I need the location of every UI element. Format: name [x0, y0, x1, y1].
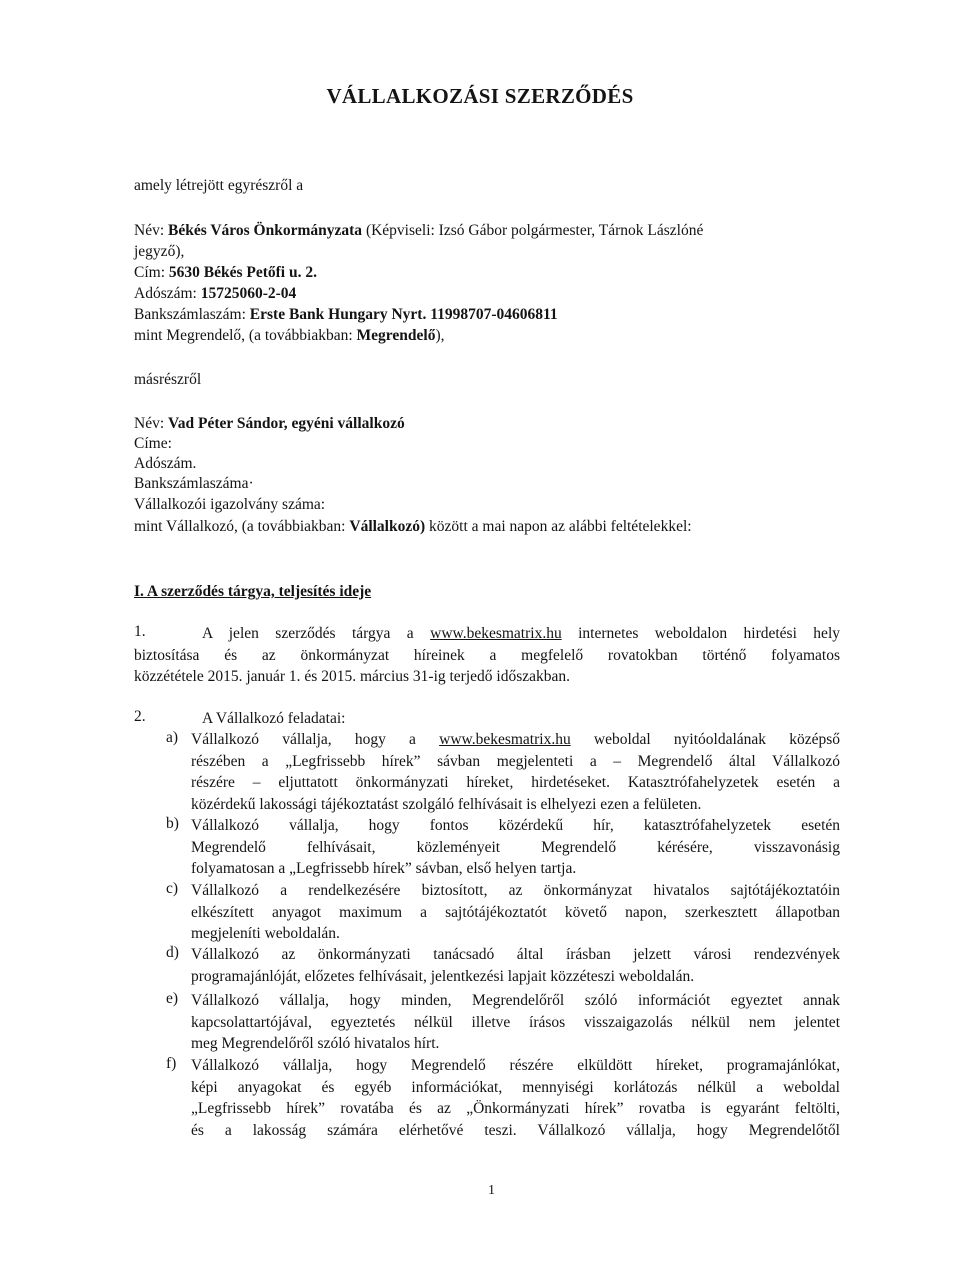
- task-body: [191, 880, 840, 945]
- party2-role-text: mint Vállalkozó, (a továbbiakban:: [134, 518, 346, 535]
- party2-role-end: között a mai napon az alábbi feltételekkel:: [429, 518, 692, 535]
- item-body-cont: [134, 645, 840, 688]
- task-line: Vállalkozó vállalja, hogy fontos közérdekű hír, katasztrófahelyzetek esetén: [191, 817, 840, 834]
- intro-text: amely létrejött egyrészről a: [134, 177, 304, 194]
- party2-address-label: Címe:: [134, 435, 172, 452]
- task-body: [191, 729, 840, 815]
- task-label: d): [166, 944, 179, 961]
- party1-bank-account: Erste Bank Hungary Nyrt. 11998707-04606811: [249, 306, 558, 323]
- party1-tax-label: Adószám:: [134, 285, 197, 302]
- party1-address: 5630 Békés Petőfi u. 2.: [168, 264, 317, 281]
- item-number: 2.: [134, 708, 146, 725]
- party2-name-label: Név:: [134, 415, 165, 432]
- website-link[interactable]: www.bekesmatrix.hu: [430, 625, 562, 642]
- task-body: [191, 1055, 840, 1141]
- task-line: Vállalkozó vállalja, hogy a www.bekesmatrix.hu weboldal nyitóoldalának középső: [191, 731, 840, 748]
- task-body: [191, 944, 840, 987]
- item-body: [202, 623, 840, 645]
- item-line: A jelen szerződés tárgya a www.bekesmatrix.hu internetes weboldalon hirdetési hely: [202, 625, 840, 642]
- section1-item-1: [134, 623, 840, 689]
- task-line: meg Megrendelőről szóló hivatalos hírt.: [191, 1035, 440, 1052]
- task-label: a): [166, 729, 179, 746]
- other-side-text: másrészről: [134, 371, 202, 388]
- party2-bank-label: Bankszámlaszáma·: [134, 475, 254, 492]
- task-line: képi anyagokat és egyéb információkat, mennyiségi korlátozás nélkül a weboldal: [191, 1078, 840, 1096]
- task-label: c): [166, 880, 179, 897]
- task-body: [191, 815, 840, 880]
- party1-bank-line: [134, 305, 558, 325]
- page-number: 1: [488, 1183, 495, 1198]
- task-line: közérdekű lakossági tájékoztatást szolgáló felhívásait is elhelyezi ezen a felületen.: [191, 795, 702, 813]
- party2-role-line: [134, 517, 692, 537]
- party1-representatives-cont: jegyző),: [134, 243, 185, 260]
- website-link[interactable]: www.bekesmatrix.hu: [439, 731, 571, 748]
- section1-heading: I. A szerződés tárgya, teljesítés ideje: [134, 583, 372, 600]
- task-line: és a lakosság számára elérhetővé teszi. Vállalkozó vállalja, hogy Megrendelőtől: [191, 1121, 840, 1139]
- item-line: közzététele 2015. január 1. és 2015. március 31-ig terjedő időszakban.: [134, 668, 571, 685]
- task-body: [191, 990, 840, 1055]
- party2-name-line: [134, 414, 405, 434]
- task-line: Megrendelő felhívásait, közleményeit Megrendelő kérésére, visszavonásig: [191, 838, 840, 856]
- task-line: Vállalkozó a rendelkezésére biztosított, az önkormányzat hivatalos sajtótájékoztatóin: [191, 882, 840, 899]
- party2-tax-label: Adószám.: [134, 455, 197, 472]
- task-line: folyamatosan a „Legfrissebb hírek” sávban, első helyen tartja.: [191, 860, 577, 877]
- party1-name: Békés Város Önkormányzata: [168, 222, 363, 239]
- task-line: Vállalkozó vállalja, hogy minden, Megrendelőről szóló információt egyeztet annak: [191, 992, 840, 1009]
- party1-name-line: [134, 221, 703, 241]
- task-line: Vállalkozó vállalja, hogy Megrendelő részére elküldött híreket, programajánlókat,: [191, 1057, 840, 1074]
- party1-role-name: Megrendelő: [356, 327, 436, 344]
- party1-bank-label: Bankszámlaszám:: [134, 306, 246, 323]
- party2-name: Vad Péter Sándor, egyéni vállalkozó: [168, 415, 405, 432]
- party1-address-label: Cím:: [134, 264, 166, 281]
- party1-role-end: ),: [435, 327, 445, 344]
- party1-role-line: [134, 326, 445, 346]
- task-line: részében a „Legfrissebb hírek” sávban megjelenteti a – Megrendelő által Vállalkozó: [191, 752, 840, 770]
- party1-address-line: [134, 263, 317, 283]
- task-label: b): [166, 815, 179, 832]
- task-line: „Legfrissebb hírek” rovatába és az „Önkormányzati hírek” rovatba is egyaránt feltölti,: [191, 1100, 840, 1117]
- party2-cert-label: Vállalkozói igazolvány száma:: [134, 496, 326, 513]
- task-line: Vállalkozó az önkormányzati tanácsadó által írásban jelzett városi rendezvények: [191, 946, 840, 963]
- item-line: biztosítása és az önkormányzat híreinek a megfelelő rovatokban történő folyamatos: [134, 646, 840, 664]
- party2-role-name: Vállalkozó): [349, 518, 426, 535]
- task-line: programajánlóját, előzetes felhívásait, jelentkezési lapjait közzéteszi weboldalán.: [191, 967, 695, 985]
- party1-representatives: (Képviseli: Izsó Gábor polgármester, Tárnok Lászlóné: [365, 222, 704, 239]
- task-line: megjeleníti weboldalán.: [191, 925, 340, 942]
- party1-name-label: Név:: [134, 222, 165, 239]
- task-line: elkészített anyagot maximum a sajtótájékoztatót követő napon, szerkesztett állapotban: [191, 903, 840, 921]
- task-line: kapcsolattartójával, egyeztetés nélkül illetve írásos visszaigazolás nélkül nem jelentet: [191, 1013, 840, 1031]
- task-line: részére – eljuttatott önkormányzati híreket, hirdetéseket. Katasztrófahelyzetek esetén a: [191, 774, 840, 791]
- task-label: f): [166, 1055, 177, 1072]
- section1-item-2: [134, 708, 840, 730]
- party1-role-text: mint Megrendelő, (a továbbiakban:: [134, 327, 353, 344]
- party1-tax-line: [134, 284, 296, 304]
- party1-tax-number: 15725060-2-04: [200, 285, 297, 302]
- task-label: e): [166, 990, 179, 1007]
- item-title: A Vállalkozó feladatai:: [202, 710, 346, 727]
- document-title: VÁLLALKOZÁSI SZERZŐDÉS: [326, 84, 634, 108]
- item-number: 1.: [134, 623, 146, 640]
